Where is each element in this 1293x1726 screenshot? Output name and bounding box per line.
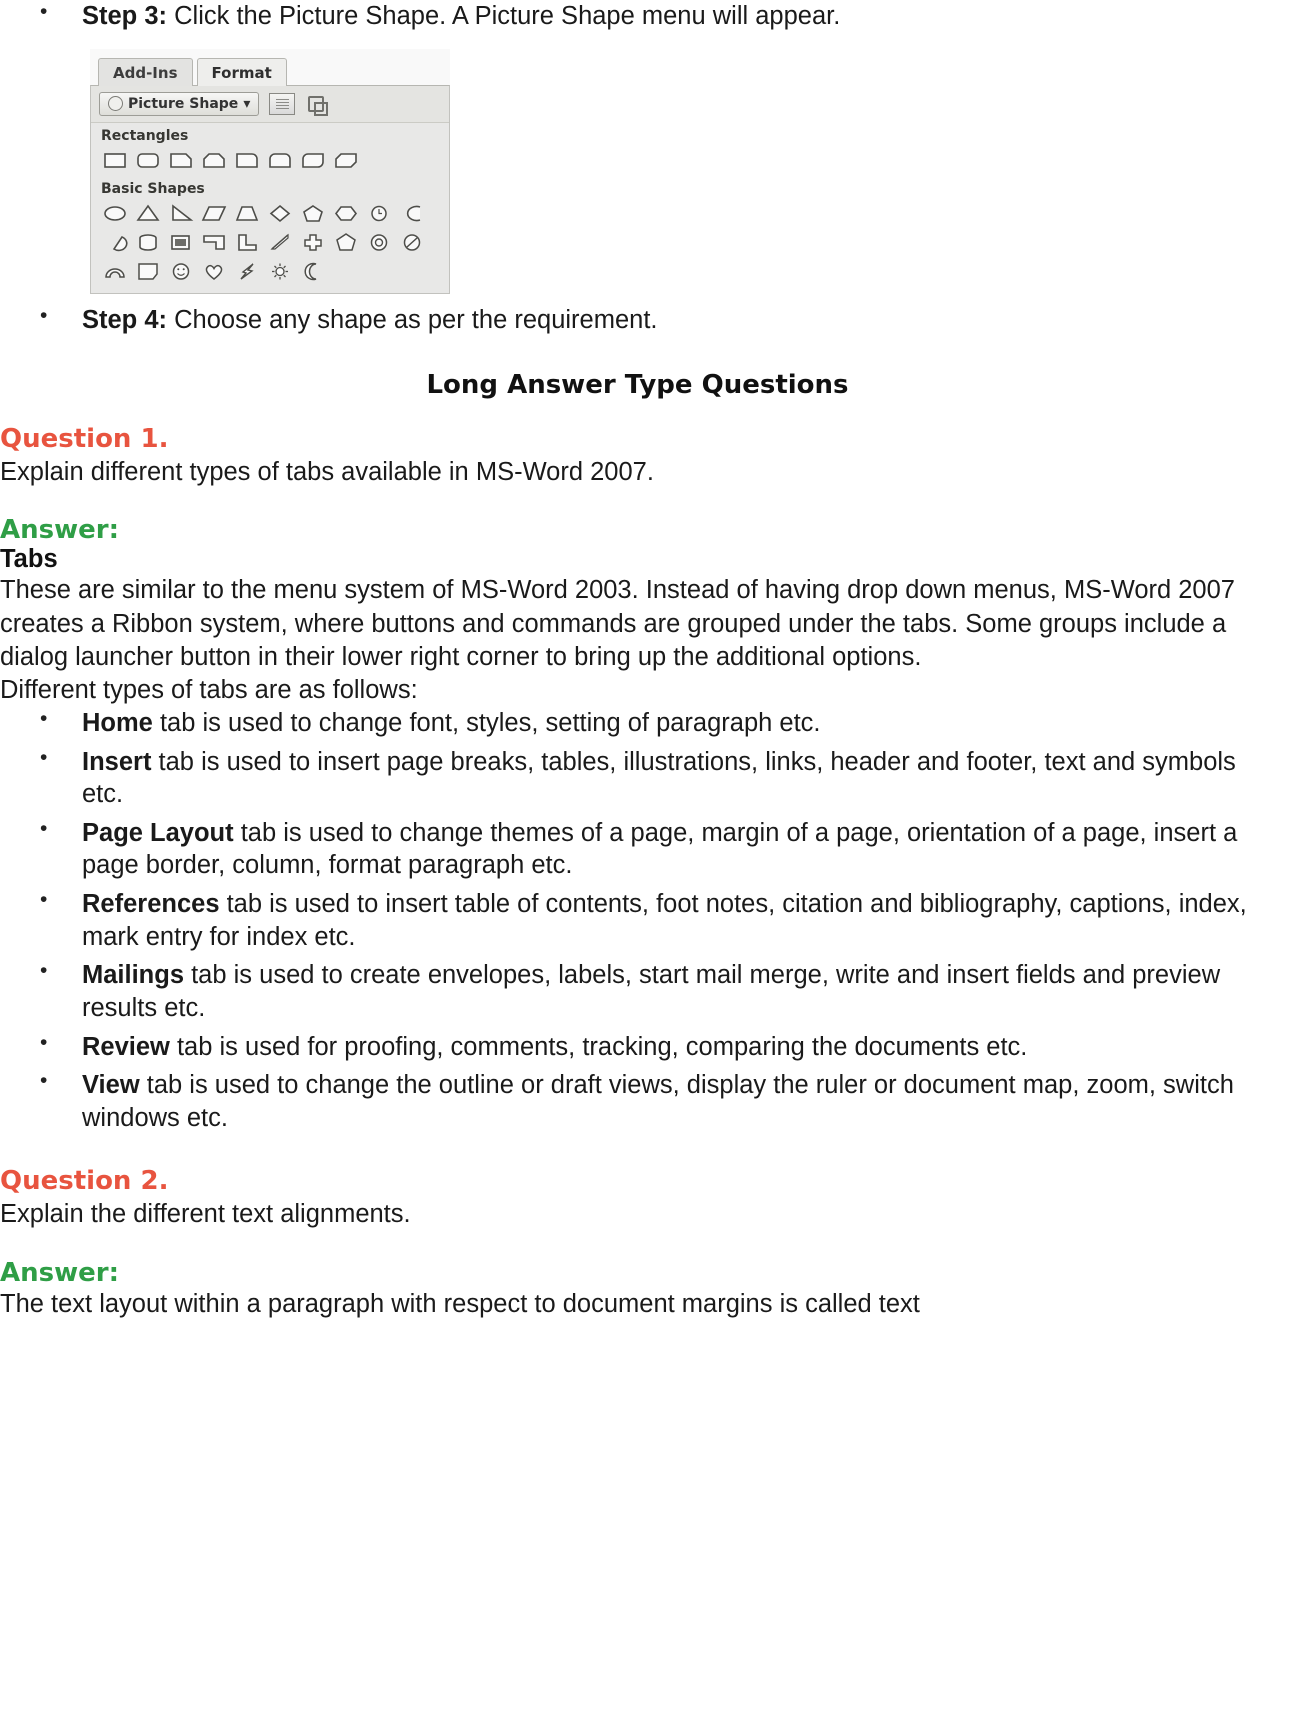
shape-heart[interactable] <box>200 259 228 283</box>
list-item <box>0 959 1275 1024</box>
shape-arc[interactable] <box>398 201 426 225</box>
shape-hexagon[interactable] <box>332 201 360 225</box>
tab-format[interactable]: Format <box>197 58 287 86</box>
list-item <box>0 304 1275 337</box>
tab-name-view: View <box>82 1071 140 1100</box>
tab-desc-page-layout: tab is used to change themes of a page, margin of a page, orientation of a page, insert a page border, column, format paragraph etc. <box>82 818 1238 880</box>
shape-smiley-face[interactable] <box>167 259 195 283</box>
shape-cube[interactable] <box>167 230 195 254</box>
list-item <box>0 1069 1275 1134</box>
shape-round-same-side-corner-rectangle[interactable] <box>266 148 294 172</box>
step3-label: Step 3: <box>82 2 168 30</box>
shape-bevel[interactable] <box>200 230 228 254</box>
list-item <box>0 888 1275 953</box>
answer-2-paragraph: The text layout within a paragraph with respect to document margins is called text <box>0 1289 920 1318</box>
shape-section-rectangles-title: Rectangles <box>101 127 189 144</box>
shape-oval[interactable] <box>101 201 129 225</box>
shape-section-basic-shapes-title: Basic Shapes <box>101 180 205 197</box>
tab-desc-mailings: tab is used to create envelopes, labels, start mail merge, write and insert fields and preview results etc. <box>82 961 1221 1022</box>
ribbon-tab-row <box>90 49 450 85</box>
question-1-text: Explain different types of tabs available in MS-Word 2007. <box>0 458 654 487</box>
shape-pentagon[interactable] <box>299 201 327 225</box>
answer-1-subhead: Tabs <box>0 545 58 574</box>
tab-name-references: References <box>82 890 220 919</box>
shape-lightning-bolt[interactable] <box>233 259 261 283</box>
question-2-text: Explain the different text alignments. <box>0 1200 411 1229</box>
shape-snip-diagonal-corner-rectangle[interactable] <box>332 148 360 172</box>
step3-text: Click the Picture Shape. A Picture Shape menu will appear. <box>167 2 841 30</box>
shape-rounded-rectangle[interactable] <box>134 148 162 172</box>
tab-name-review: Review <box>82 1032 170 1061</box>
step3-list <box>0 0 1275 33</box>
tab-desc-home: tab is used to change font, styles, setting of paragraph etc. <box>152 708 821 737</box>
question-2-label: Question 2. <box>0 1166 169 1197</box>
shape-snip-single-corner-rectangle[interactable] <box>167 148 195 172</box>
list-item <box>0 746 1275 811</box>
picture-shape-button[interactable] <box>99 92 259 116</box>
picture-shape-label: Picture Shape <box>128 95 239 112</box>
shape-line[interactable] <box>266 230 294 254</box>
step4-list <box>0 304 1275 337</box>
shape-no-symbol[interactable] <box>398 230 426 254</box>
tabs-list <box>0 707 1275 1135</box>
tab-desc-insert: tab is used to insert page breaks, tables, illustrations, links, header and footer, text and symbols etc. <box>82 747 1236 809</box>
tab-desc-review: tab is used for proofing, comments, tracking, comparing the documents etc. <box>169 1032 1028 1061</box>
tab-name-home: Home <box>82 708 153 737</box>
shape-rectangle[interactable] <box>101 148 129 172</box>
shape-l-shape[interactable] <box>233 230 261 254</box>
shape-round-diagonal-corner-rectangle[interactable] <box>299 148 327 172</box>
shape-parallelogram[interactable] <box>200 201 228 225</box>
section-heading: Long Answer Type Questions <box>426 370 849 401</box>
shape-gallery-rectangles <box>91 146 449 176</box>
shape-sun[interactable] <box>266 259 294 283</box>
shape-chord[interactable] <box>101 230 129 254</box>
shape-trapezoid[interactable] <box>233 201 261 225</box>
shape-moon[interactable] <box>299 259 327 283</box>
picture-border-icon[interactable] <box>269 93 295 115</box>
question-1-label: Question 1. <box>0 424 169 455</box>
list-item <box>0 0 1275 33</box>
picture-shape-toolbar <box>91 86 449 123</box>
answer-2-label: Answer: <box>0 1257 119 1288</box>
tab-name-insert: Insert <box>82 747 152 776</box>
tab-add-ins[interactable]: Add-Ins <box>98 58 193 86</box>
chevron-down-icon: ▾ <box>243 95 251 112</box>
shape-round-single-corner-rectangle[interactable] <box>233 148 261 172</box>
shape-can[interactable] <box>134 230 162 254</box>
shape-diamond[interactable] <box>266 201 294 225</box>
shape-clock[interactable] <box>365 201 393 225</box>
shape-block-arc[interactable] <box>101 259 129 283</box>
tab-desc-references: tab is used to insert table of contents, foot notes, citation and bibliography, captions, index, mark entry for index etc. <box>82 890 1247 951</box>
shape-regular-pentagon[interactable] <box>332 230 360 254</box>
shape-gallery-basic-shapes <box>91 199 449 287</box>
list-item <box>0 817 1275 882</box>
answer-1-paragraph: These are similar to the menu system of MS-Word 2003. Instead of having drop down menus, MS-Word 2007 creates a Ribbon system, where buttons and commands are grouped under the tabs. Some groups include a dialog launcher button in their lower right corner to bring up the additional options. <box>0 576 1235 671</box>
shape-folded-corner[interactable] <box>134 259 162 283</box>
ribbon-body <box>90 85 450 294</box>
shape-right-triangle[interactable] <box>167 201 195 225</box>
list-item <box>0 707 1275 740</box>
picture-shape-icon <box>108 96 123 111</box>
ribbon-screenshot <box>90 49 450 294</box>
shape-triangle[interactable] <box>134 201 162 225</box>
answer-1-paragraph-2: Different types of tabs are as follows: <box>0 675 418 704</box>
tab-name-mailings: Mailings <box>82 961 185 990</box>
step4-text: Choose any shape as per the requirement. <box>167 305 658 334</box>
picture-effects-icon[interactable] <box>305 93 327 115</box>
step4-label: Step 4: <box>82 305 168 334</box>
list-item <box>0 1031 1275 1064</box>
shape-snip-same-side-corner-rectangle[interactable] <box>200 148 228 172</box>
tab-desc-view: tab is used to change the outline or draft views, display the ruler or document map, zoom, switch windows etc. <box>82 1071 1234 1132</box>
shape-donut[interactable] <box>365 230 393 254</box>
tab-name-page-layout: Page Layout <box>82 818 234 847</box>
picture-shape-figure <box>90 49 450 294</box>
shape-cross[interactable] <box>299 230 327 254</box>
answer-1-label: Answer: <box>0 515 119 546</box>
